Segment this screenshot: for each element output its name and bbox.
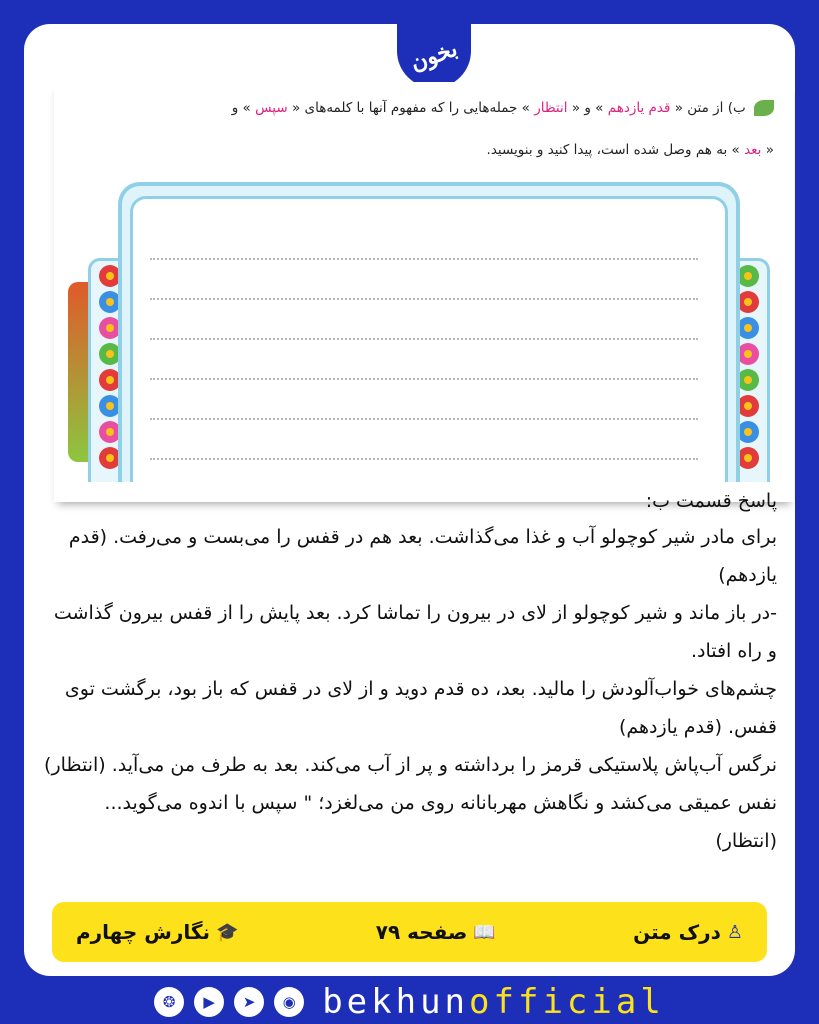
brand-logo (397, 24, 471, 88)
writing-line (150, 458, 698, 460)
answer-heading: پاسخ قسمت ب: (645, 490, 777, 512)
highlight-term: بعد (744, 142, 762, 158)
writing-line (150, 338, 698, 340)
decorative-plant (68, 282, 88, 462)
leaf-icon (754, 100, 774, 116)
brand-accent: official (469, 982, 665, 1022)
flower-icon (737, 447, 759, 469)
answer-paragraph: نفس عمیقی می‌کشد و نگاهش مهربانانه روی من می‌لغزد؛ " سپس با اندوه می‌گوید... (انتظار) (104, 792, 777, 852)
flower-icon (737, 369, 759, 391)
instagram-icon[interactable]: ◉ (274, 987, 304, 1017)
section-text: درک متن (633, 920, 721, 944)
telegram-icon[interactable]: ➤ (234, 987, 264, 1017)
instruction-text: » و « (571, 100, 604, 116)
instruction-text: ب) از متن « (674, 100, 746, 116)
user-icon: ♙ (726, 921, 743, 943)
brand-handle[interactable] (322, 982, 665, 1022)
flower-icon (737, 317, 759, 339)
answer-paragraph: برای مادر شیر کوچولو آب و غذا می‌گذاشت. بعد هم در قفس را می‌بست و می‌رفت. (قدم یازدهم) (68, 526, 777, 586)
worksheet-instruction-line-2 (74, 142, 774, 158)
worksheet-image (54, 82, 794, 502)
page-text: صفحه ۷۹ (375, 920, 468, 944)
youtube-icon[interactable]: ▶ (194, 987, 224, 1017)
writing-line (150, 418, 698, 420)
highlight-term: قدم یازدهم (607, 100, 671, 116)
instruction-text: » جمله‌هایی را که مفهوم آنها با کلمه‌های « (291, 100, 530, 116)
content-card (24, 24, 795, 976)
highlight-term: انتظار (534, 100, 568, 116)
instruction-text: » به هم وصل شده است، پیدا کنید و بنویسید. (486, 142, 740, 158)
answer-paragraph: چشم‌های خواب‌آلودش را مالید. بعد، ده قدم دوید و از لای در قفس که باز بود، برگشت توی قفس. (قدم یازدهم) (64, 678, 777, 738)
aparat-icon[interactable]: ❂ (154, 987, 184, 1017)
graduation-cap-icon: 🎓 (216, 921, 239, 943)
writing-line (150, 378, 698, 380)
section-label (633, 920, 743, 944)
answer-block (42, 484, 777, 860)
flower-icon (737, 343, 759, 365)
flower-icon (737, 291, 759, 313)
brand-main: bekhun (322, 982, 470, 1022)
instruction-text: « (765, 142, 774, 158)
flower-icon (737, 395, 759, 417)
writing-line (150, 298, 698, 300)
answer-paragraph: نرگس آب‌پاش پلاستیکی قرمز را برداشته و پر از آب می‌کند. بعد به طرف من می‌آید. (انتظار) (44, 754, 777, 776)
footer-bar (0, 980, 819, 1024)
writing-line (150, 258, 698, 260)
book-label (76, 920, 238, 944)
flower-icon (737, 421, 759, 443)
worksheet-instruction-line-1 (74, 100, 774, 116)
page-label (376, 920, 496, 944)
book-text: نگارش چهارم (76, 920, 211, 944)
book-icon: 📖 (473, 921, 496, 943)
instruction-text: » و (231, 100, 251, 116)
lesson-info-bar (52, 902, 767, 962)
flower-icon (737, 265, 759, 287)
answer-paragraph: -در باز ماند و شیر کوچولو از لای در بیرون را تماشا کرد. بعد پایش را از قفس بیرون گذاشت و راه افتاد. (53, 602, 777, 662)
highlight-term: سپس (255, 100, 288, 116)
logo-text: بخون (407, 35, 461, 77)
